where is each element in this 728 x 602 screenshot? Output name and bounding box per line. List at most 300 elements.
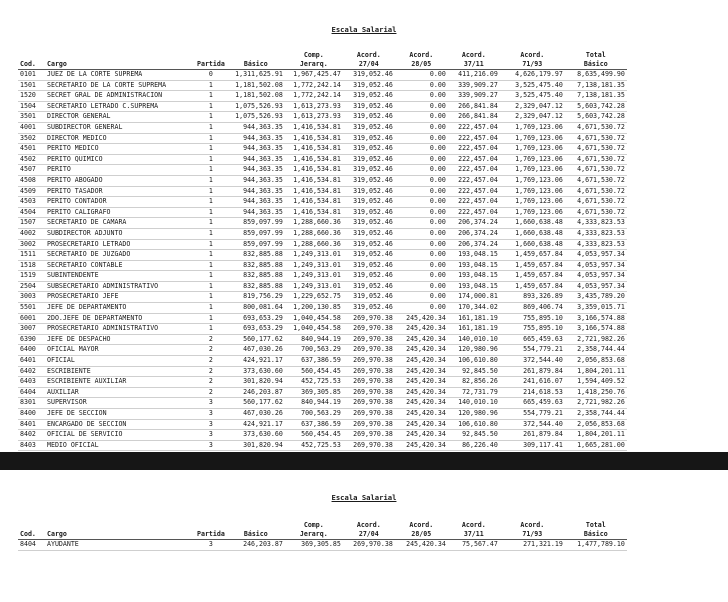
cell-cargo: AUXILIAR	[45, 387, 195, 398]
cell-total-basico: 4,671,530.72	[565, 186, 627, 197]
cell-comp-jerarq: 560,454.45	[285, 366, 343, 377]
cell-basico: 819,756.29	[227, 292, 285, 303]
cell-acord-7193: 1,769,123.06	[500, 175, 565, 186]
cell-cargo: SUBINTENDENTE	[45, 271, 195, 282]
cell-acord-3711: 222,457.04	[448, 186, 500, 197]
salary-table	[18, 515, 627, 551]
cell-acord-2704: 269,970.38	[343, 419, 395, 430]
cell-comp-jerarq: 1,249,313.01	[285, 271, 343, 282]
table-row	[18, 133, 627, 144]
cell-acord-2704: 269,970.38	[343, 430, 395, 441]
cell-comp-jerarq: 1,416,534.81	[285, 165, 343, 176]
cell-partida: 2	[195, 356, 227, 367]
cell-acord-2805: 245,420.34	[395, 430, 448, 441]
cell-total-basico: 2,056,853.68	[565, 356, 627, 367]
page-title: Escala Salarial	[331, 493, 397, 502]
cell-acord-2805: 0.00	[395, 239, 448, 250]
cell-partida: 2	[195, 345, 227, 356]
cell-acord-2704: 319,052.46	[343, 250, 395, 261]
cell-acord-2805: 0.00	[395, 186, 448, 197]
cell-cod: 4509	[18, 186, 45, 197]
cell-acord-2704: 269,970.38	[343, 324, 395, 335]
table-row	[18, 154, 627, 165]
cell-comp-jerarq: 560,454.45	[285, 430, 343, 441]
cell-acord-3711: 75,567.47	[448, 540, 500, 551]
cell-total-basico: 4,053,957.34	[565, 250, 627, 261]
cell-acord-3711: 120,980.96	[448, 345, 500, 356]
cell-acord-2704: 319,052.46	[343, 218, 395, 229]
cell-cod: 6401	[18, 356, 45, 367]
cell-cargo: SUBDIRECTOR GENERAL	[45, 122, 195, 133]
cell-cargo: PROSECRETARIO ADMINISTRATIVO	[45, 324, 195, 335]
cell-cargo: PERITO TASADOR	[45, 186, 195, 197]
cell-partida: 3	[195, 430, 227, 441]
cell-acord-7193: 1,769,123.06	[500, 144, 565, 155]
cell-acord-2704: 269,970.38	[343, 356, 395, 367]
cell-acord-3711: 140,010.10	[448, 334, 500, 345]
cell-cod: 6001	[18, 313, 45, 324]
cell-total-basico: 3,166,574.88	[565, 324, 627, 335]
cell-acord-2704: 269,970.38	[343, 334, 395, 345]
header-cargo: Cargo	[47, 60, 67, 68]
table-row	[18, 165, 627, 176]
cell-comp-jerarq: 1,288,660.36	[285, 218, 343, 229]
cell-acord-7193: 214,618.53	[500, 387, 565, 398]
header-acord-7193: Acord. 71/93	[520, 51, 545, 68]
cell-cargo: OFICIAL	[45, 356, 195, 367]
cell-total-basico: 4,053,957.34	[565, 281, 627, 292]
cell-partida: 2	[195, 377, 227, 388]
cell-basico: 944,363.35	[227, 175, 285, 186]
cell-comp-jerarq: 637,386.59	[285, 356, 343, 367]
cell-acord-3711: 222,457.04	[448, 197, 500, 208]
cell-acord-2704: 319,052.46	[343, 165, 395, 176]
cell-acord-2704: 319,052.46	[343, 175, 395, 186]
table-row	[18, 218, 627, 229]
cell-acord-3711: 206,374.24	[448, 239, 500, 250]
table-row	[18, 292, 627, 303]
cell-cod: 1507	[18, 218, 45, 229]
cell-basico: 944,363.35	[227, 144, 285, 155]
cell-comp-jerarq: 1,416,534.81	[285, 144, 343, 155]
cell-acord-7193: 665,459.63	[500, 398, 565, 409]
cell-cod: 6402	[18, 366, 45, 377]
cell-acord-7193: 1,769,123.06	[500, 207, 565, 218]
cell-basico: 693,653.29	[227, 324, 285, 335]
cell-acord-2704: 319,052.46	[343, 122, 395, 133]
header-cod: Cod.	[20, 530, 36, 538]
cell-cargo: JUEZ DE LA CORTE SUPREMA	[45, 70, 195, 81]
cell-acord-7193: 3,525,475.40	[500, 91, 565, 102]
cell-comp-jerarq: 1,613,273.93	[285, 101, 343, 112]
cell-cod: 1504	[18, 101, 45, 112]
cell-basico: 1,075,526.93	[227, 112, 285, 123]
cell-acord-2805: 0.00	[395, 112, 448, 123]
table-row	[18, 101, 627, 112]
cell-acord-3711: 86,226.40	[448, 440, 500, 451]
cell-basico: 944,363.35	[227, 133, 285, 144]
cell-partida: 1	[195, 271, 227, 282]
cell-acord-2805: 245,420.34	[395, 366, 448, 377]
header-acord-2704: Acord. 27/04	[356, 51, 381, 68]
cell-acord-2704: 319,052.46	[343, 70, 395, 81]
table-row	[18, 377, 627, 388]
cell-acord-7193: 1,769,123.06	[500, 122, 565, 133]
cell-partida: 1	[195, 260, 227, 271]
table-row	[18, 281, 627, 292]
table-row	[18, 440, 627, 451]
cell-acord-7193: 1,769,123.06	[500, 133, 565, 144]
cell-total-basico: 2,358,744.44	[565, 409, 627, 420]
cell-acord-7193: 755,895.10	[500, 324, 565, 335]
cell-acord-2704: 269,970.38	[343, 398, 395, 409]
header-total-basico: Total Básico	[583, 51, 608, 68]
cell-acord-3711: 339,909.27	[448, 91, 500, 102]
cell-basico: 944,363.35	[227, 165, 285, 176]
cell-acord-7193: 1,769,123.06	[500, 154, 565, 165]
cell-basico: 467,030.26	[227, 409, 285, 420]
cell-basico: 560,177.62	[227, 334, 285, 345]
header-basico: Básico	[243, 60, 268, 68]
cell-total-basico: 2,056,853.68	[565, 419, 627, 430]
cell-acord-7193: 893,326.89	[500, 292, 565, 303]
cell-total-basico: 3,435,789.20	[565, 292, 627, 303]
cell-comp-jerarq: 1,249,313.01	[285, 260, 343, 271]
cell-acord-3711: 222,457.04	[448, 154, 500, 165]
cell-acord-7193: 261,879.84	[500, 430, 565, 441]
cell-basico: 560,177.62	[227, 398, 285, 409]
cell-total-basico: 1,477,789.10	[565, 540, 627, 551]
cell-total-basico: 4,671,530.72	[565, 133, 627, 144]
header-basico: Básico	[243, 530, 268, 538]
cell-acord-2704: 269,970.38	[343, 377, 395, 388]
cell-acord-7193: 271,321.19	[500, 540, 565, 551]
cell-acord-7193: 554,779.21	[500, 409, 565, 420]
table-header-row	[18, 45, 627, 70]
header-total-basico: Total Básico	[583, 521, 608, 538]
cell-cod: 4001	[18, 122, 45, 133]
cell-partida: 1	[195, 292, 227, 303]
cell-comp-jerarq: 1,416,534.81	[285, 197, 343, 208]
cell-cod: 3501	[18, 112, 45, 123]
cell-acord-7193: 372,544.40	[500, 419, 565, 430]
cell-partida: 1	[195, 154, 227, 165]
cell-acord-3711: 222,457.04	[448, 144, 500, 155]
table-header-row	[18, 515, 627, 540]
cell-comp-jerarq: 1,416,534.81	[285, 186, 343, 197]
cell-acord-2805: 245,420.34	[395, 356, 448, 367]
cell-acord-3711: 92,845.50	[448, 430, 500, 441]
header-acord-2805: Acord. 28/05	[409, 51, 434, 68]
cell-cod: 4002	[18, 228, 45, 239]
cell-total-basico: 4,671,530.72	[565, 165, 627, 176]
cell-acord-7193: 309,117.41	[500, 440, 565, 451]
cell-total-basico: 4,671,530.72	[565, 197, 627, 208]
table-row	[18, 112, 627, 123]
cell-acord-2805: 0.00	[395, 207, 448, 218]
cell-acord-2805: 0.00	[395, 228, 448, 239]
cell-cod: 3002	[18, 239, 45, 250]
cell-cod: 6404	[18, 387, 45, 398]
cell-acord-2704: 319,052.46	[343, 154, 395, 165]
cell-comp-jerarq: 369,305.85	[285, 387, 343, 398]
cell-cargo: PERITO ABOGADO	[45, 175, 195, 186]
cell-comp-jerarq: 1,288,660.36	[285, 228, 343, 239]
cell-acord-2805: 245,420.34	[395, 409, 448, 420]
cell-basico: 859,097.99	[227, 239, 285, 250]
cell-acord-2805: 245,420.34	[395, 440, 448, 451]
cell-acord-2805: 0.00	[395, 175, 448, 186]
cell-acord-7193: 261,879.84	[500, 366, 565, 377]
cell-acord-7193: 372,544.40	[500, 356, 565, 367]
cell-acord-2805: 0.00	[395, 197, 448, 208]
cell-partida: 1	[195, 175, 227, 186]
cell-comp-jerarq: 637,386.59	[285, 419, 343, 430]
cell-acord-2805: 0.00	[395, 218, 448, 229]
cell-comp-jerarq: 369,305.85	[285, 540, 343, 551]
cell-cod: 8401	[18, 419, 45, 430]
cell-acord-7193: 1,459,657.84	[500, 271, 565, 282]
table-row	[18, 250, 627, 261]
cell-total-basico: 5,603,742.28	[565, 112, 627, 123]
cell-acord-3711: 120,980.96	[448, 409, 500, 420]
table-row	[18, 175, 627, 186]
cell-basico: 467,030.26	[227, 345, 285, 356]
cell-cargo: PROSECRETARIO JEFE	[45, 292, 195, 303]
cell-total-basico: 4,671,530.72	[565, 154, 627, 165]
cell-acord-2704: 319,052.46	[343, 197, 395, 208]
cell-acord-7193: 4,626,179.97	[500, 70, 565, 81]
cell-acord-3711: 411,216.09	[448, 70, 500, 81]
cell-acord-2805: 0.00	[395, 250, 448, 261]
cell-total-basico: 4,333,823.53	[565, 218, 627, 229]
cell-acord-7193: 554,779.21	[500, 345, 565, 356]
header-comp-jerarq: Comp. Jerarq.	[299, 521, 328, 538]
cell-acord-2704: 319,052.46	[343, 292, 395, 303]
cell-cod: 4502	[18, 154, 45, 165]
cell-cargo: PROSECRETARIO LETRADO	[45, 239, 195, 250]
cell-basico: 944,363.35	[227, 207, 285, 218]
cell-acord-2704: 319,052.46	[343, 207, 395, 218]
cell-comp-jerarq: 1,040,454.58	[285, 313, 343, 324]
cell-basico: 373,630.60	[227, 430, 285, 441]
cell-partida: 1	[195, 207, 227, 218]
cell-total-basico: 4,333,823.53	[565, 228, 627, 239]
cell-cargo: SUPERVISOR	[45, 398, 195, 409]
cell-comp-jerarq: 1,040,454.58	[285, 324, 343, 335]
table-row	[18, 186, 627, 197]
cell-basico: 832,885.88	[227, 281, 285, 292]
table-row	[18, 122, 627, 133]
cell-partida: 1	[195, 228, 227, 239]
cell-acord-2704: 269,970.38	[343, 313, 395, 324]
cell-partida: 1	[195, 186, 227, 197]
cell-acord-3711: 266,841.84	[448, 101, 500, 112]
cell-partida: 3	[195, 398, 227, 409]
cell-acord-7193: 1,769,123.06	[500, 165, 565, 176]
cell-comp-jerarq: 840,944.19	[285, 334, 343, 345]
cell-acord-2704: 319,052.46	[343, 144, 395, 155]
table-row	[18, 80, 627, 91]
table-row	[18, 419, 627, 430]
cell-comp-jerarq: 452,725.53	[285, 377, 343, 388]
cell-partida: 3	[195, 440, 227, 451]
cell-total-basico: 4,333,823.53	[565, 239, 627, 250]
cell-basico: 1,181,502.08	[227, 91, 285, 102]
cell-acord-3711: 222,457.04	[448, 122, 500, 133]
cell-partida: 0	[195, 70, 227, 81]
salary-scale-page-2	[0, 470, 728, 602]
page-title: Escala Salarial	[331, 25, 397, 34]
cell-acord-3711: 174,000.81	[448, 292, 500, 303]
cell-acord-2805: 0.00	[395, 70, 448, 81]
cell-cargo: ESCRIBIENTE	[45, 366, 195, 377]
cell-acord-2704: 319,052.46	[343, 91, 395, 102]
cell-cod: 2504	[18, 281, 45, 292]
cell-total-basico: 1,804,201.11	[565, 366, 627, 377]
cell-cargo: SECRETARIO CONTABLE	[45, 260, 195, 271]
cell-partida: 1	[195, 80, 227, 91]
cell-acord-2805: 245,420.34	[395, 313, 448, 324]
cell-total-basico: 5,603,742.28	[565, 101, 627, 112]
cell-acord-2805: 0.00	[395, 292, 448, 303]
cell-partida: 2	[195, 387, 227, 398]
cell-acord-2805: 0.00	[395, 101, 448, 112]
cell-cargo: MEDIO OFICIAL	[45, 440, 195, 451]
cell-acord-3711: 222,457.04	[448, 207, 500, 218]
cell-comp-jerarq: 452,725.53	[285, 440, 343, 451]
cell-acord-2805: 245,420.34	[395, 398, 448, 409]
cell-cargo: JEFE DE SECCION	[45, 409, 195, 420]
cell-acord-3711: 206,374.24	[448, 218, 500, 229]
cell-acord-7193: 1,459,657.84	[500, 260, 565, 271]
cell-acord-2805: 245,420.34	[395, 345, 448, 356]
cell-cod: 1519	[18, 271, 45, 282]
cell-acord-2805: 0.00	[395, 80, 448, 91]
cell-acord-2704: 269,970.38	[343, 345, 395, 356]
cell-acord-7193: 1,660,638.48	[500, 218, 565, 229]
cell-acord-2805: 245,420.34	[395, 419, 448, 430]
cell-partida: 2	[195, 334, 227, 345]
cell-acord-3711: 193,048.15	[448, 250, 500, 261]
cell-cod: 1518	[18, 260, 45, 271]
header-acord-3711: Acord. 37/11	[461, 51, 486, 68]
cell-cargo: SUBDIRECTOR ADJUNTO	[45, 228, 195, 239]
cell-acord-3711: 206,374.24	[448, 228, 500, 239]
cell-cod: 8400	[18, 409, 45, 420]
cell-comp-jerarq: 1,967,425.47	[285, 70, 343, 81]
cell-cargo: JEFE DE DEPARTAMENTO	[45, 303, 195, 314]
cell-cod: 4507	[18, 165, 45, 176]
cell-cargo: ENCARGADO DE SECCION	[45, 419, 195, 430]
cell-cod: 1520	[18, 91, 45, 102]
table-row	[18, 70, 627, 81]
table-row	[18, 207, 627, 218]
cell-acord-2704: 319,052.46	[343, 239, 395, 250]
cell-acord-3711: 339,909.27	[448, 80, 500, 91]
cell-cod: 5501	[18, 303, 45, 314]
header-partida: Partida	[197, 60, 225, 68]
table-row	[18, 260, 627, 271]
cell-acord-2805: 245,420.34	[395, 324, 448, 335]
cell-basico: 944,363.35	[227, 186, 285, 197]
cell-acord-3711: 222,457.04	[448, 133, 500, 144]
cell-acord-2704: 319,052.46	[343, 101, 395, 112]
cell-acord-2805: 0.00	[395, 122, 448, 133]
cell-total-basico: 4,053,957.34	[565, 271, 627, 282]
cell-comp-jerarq: 1,200,130.85	[285, 303, 343, 314]
cell-acord-7193: 1,769,123.06	[500, 186, 565, 197]
cell-acord-2704: 269,970.38	[343, 387, 395, 398]
cell-comp-jerarq: 1,416,534.81	[285, 207, 343, 218]
cell-acord-3711: 193,048.15	[448, 260, 500, 271]
cell-acord-2805: 245,420.34	[395, 387, 448, 398]
cell-acord-2805: 245,420.34	[395, 540, 448, 551]
cell-acord-2805: 0.00	[395, 303, 448, 314]
cell-total-basico: 2,358,744.44	[565, 345, 627, 356]
cell-acord-2805: 0.00	[395, 165, 448, 176]
cell-total-basico: 2,721,982.26	[565, 334, 627, 345]
table-row	[18, 303, 627, 314]
cell-acord-3711: 140,010.10	[448, 398, 500, 409]
cell-acord-7193: 869,406.74	[500, 303, 565, 314]
cell-acord-2704: 319,052.46	[343, 80, 395, 91]
cell-comp-jerarq: 1,249,313.01	[285, 281, 343, 292]
cell-acord-2704: 319,052.46	[343, 228, 395, 239]
cell-cod: 4503	[18, 197, 45, 208]
cell-comp-jerarq: 1,772,242.14	[285, 91, 343, 102]
cell-partida: 3	[195, 419, 227, 430]
cell-basico: 832,885.88	[227, 250, 285, 261]
cell-acord-3711: 170,344.02	[448, 303, 500, 314]
header-acord-2805: Acord. 28/05	[409, 521, 434, 538]
table-row	[18, 313, 627, 324]
cell-comp-jerarq: 1,249,313.01	[285, 250, 343, 261]
cell-cargo: AYUDANTE	[45, 540, 195, 551]
cell-cod: 8404	[18, 540, 45, 551]
cell-basico: 373,630.60	[227, 366, 285, 377]
cell-acord-2704: 269,970.38	[343, 440, 395, 451]
cell-partida: 1	[195, 112, 227, 123]
cell-partida: 1	[195, 101, 227, 112]
cell-cod: 8403	[18, 440, 45, 451]
cell-acord-3711: 106,610.80	[448, 356, 500, 367]
cell-acord-2805: 0.00	[395, 144, 448, 155]
cell-acord-3711: 92,845.50	[448, 366, 500, 377]
cell-basico: 1,181,502.08	[227, 80, 285, 91]
cell-acord-2805: 245,420.34	[395, 377, 448, 388]
cell-cargo: ESCRIBIENTE AUXILIAR	[45, 377, 195, 388]
cell-acord-2805: 0.00	[395, 154, 448, 165]
cell-acord-2704: 319,052.46	[343, 303, 395, 314]
cell-total-basico: 4,671,530.72	[565, 207, 627, 218]
cell-acord-3711: 222,457.04	[448, 165, 500, 176]
cell-cargo: PERITO MEDICO	[45, 144, 195, 155]
table-row	[18, 91, 627, 102]
cell-acord-3711: 193,048.15	[448, 271, 500, 282]
cell-basico: 693,653.29	[227, 313, 285, 324]
table-row	[18, 228, 627, 239]
cell-comp-jerarq: 1,229,652.75	[285, 292, 343, 303]
cell-total-basico: 2,721,982.26	[565, 398, 627, 409]
cell-partida: 1	[195, 324, 227, 335]
cell-cargo: PERITO QUIMICO	[45, 154, 195, 165]
cell-partida: 1	[195, 250, 227, 261]
cell-partida: 1	[195, 313, 227, 324]
cell-total-basico: 1,665,281.00	[565, 440, 627, 451]
cell-acord-7193: 755,895.10	[500, 313, 565, 324]
cell-total-basico: 4,671,530.72	[565, 144, 627, 155]
